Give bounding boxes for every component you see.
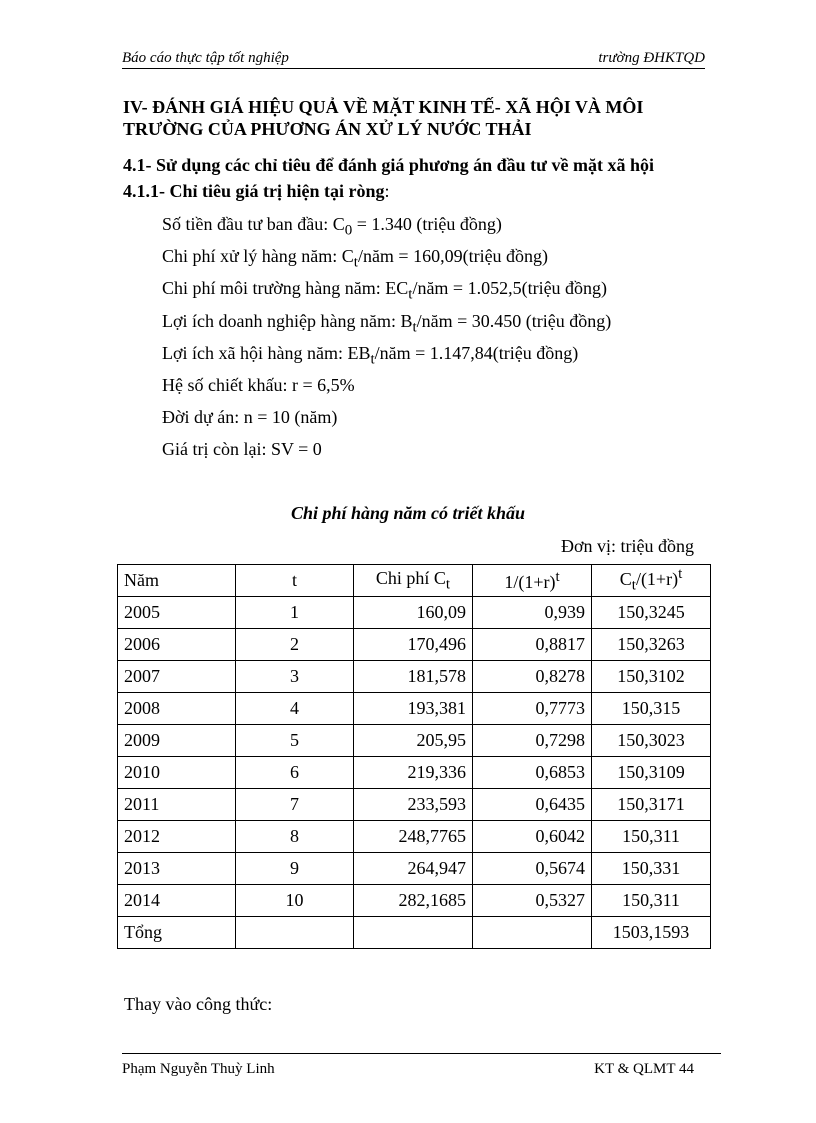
- table-caption: Chi phí hàng năm có triết khấu: [290, 503, 526, 523]
- subsubsection-label: 4.1.1- Chỉ tiêu giá trị hiện tại ròng: [123, 181, 385, 201]
- cell-cost: 170,496: [354, 629, 473, 661]
- cell-cost: 248,7765: [354, 821, 473, 853]
- cell-discount-factor: 0,939: [473, 597, 592, 629]
- cell-t: 10: [236, 885, 354, 917]
- total-label: Tổng: [118, 917, 236, 949]
- cell-t: 6: [236, 757, 354, 789]
- cell-discounted-cost: 150,315: [592, 693, 711, 725]
- param-social-benefit: Lợi ích xã hội hàng năm: $EB_t$/năm = 1.147,84(triệu đồng): [162, 343, 579, 368]
- cell-t: 8: [236, 821, 354, 853]
- param-initial-investment: Số tiền đầu tư ban đầu: $C_0 = 1.340$ (triệu đồng): [162, 214, 502, 239]
- subsubsection-heading: [123, 181, 390, 202]
- cell-discounted-cost: 150,331: [592, 853, 711, 885]
- cell-discount-factor: 0,5674: [473, 853, 592, 885]
- cell-t: 9: [236, 853, 354, 885]
- param-salvage-value: Giá trị còn lại: SV = 0: [162, 439, 322, 459]
- cell-discounted-cost: 150,3109: [592, 757, 711, 789]
- param-project-life: Đời dự án: n = 10 (năm): [162, 407, 338, 427]
- cell-year: 2009: [118, 725, 236, 757]
- table-row: [118, 789, 711, 821]
- col-header-discounted-cost: $C_t/(1+r)^t$: [592, 565, 711, 597]
- footer-class: KT & QLMT 44: [594, 1061, 694, 1077]
- table-row: [118, 597, 711, 629]
- table-row: [118, 757, 711, 789]
- col-header-year: Năm: [118, 565, 236, 597]
- cell-discount-factor: 0,7298: [473, 725, 592, 757]
- total-value: 1503,1593: [592, 917, 711, 949]
- cell-discount-factor: 0,5327: [473, 885, 592, 917]
- table-row: [118, 725, 711, 757]
- subsection-heading: 4.1- Sử dụng các chỉ tiêu để đánh giá phương án đầu tư về mặt xã hội: [123, 155, 654, 175]
- total-empty-cell: [354, 917, 473, 949]
- cell-t: 4: [236, 693, 354, 725]
- discounted-cost-table: [117, 564, 711, 949]
- formula-lead-text: Thay vào công thức:: [124, 994, 273, 1014]
- cell-year: 2013: [118, 853, 236, 885]
- cell-cost: 193,381: [354, 693, 473, 725]
- cell-discounted-cost: 150,3023: [592, 725, 711, 757]
- cell-discount-factor: 0,8817: [473, 629, 592, 661]
- param-enterprise-benefit: Lợi ích doanh nghiệp hàng năm: $B_t$/năm = 30.450 (triệu đồng): [162, 311, 612, 336]
- table-row: [118, 693, 711, 725]
- cell-discounted-cost: 150,311: [592, 821, 711, 853]
- cell-cost: 219,336: [354, 757, 473, 789]
- cell-discount-factor: 0,6853: [473, 757, 592, 789]
- section-heading: IV- ĐÁNH GIÁ HIỆU QUẢ VỀ MẶT KINH TẾ- XÃ HỘI VÀ MÔI TRƯỜNG CỦA PHƯƠNG ÁN XỬ LÝ NƯỚC THẢI: [123, 97, 644, 139]
- cell-year: 2007: [118, 661, 236, 693]
- table-unit: Đơn vị: triệu đồng: [560, 536, 694, 556]
- cell-year: 2010: [118, 757, 236, 789]
- table-row: [118, 885, 711, 917]
- cell-discounted-cost: 150,311: [592, 885, 711, 917]
- cell-t: 1: [236, 597, 354, 629]
- cell-discounted-cost: 150,3263: [592, 629, 711, 661]
- table-row: [118, 629, 711, 661]
- cell-year: 2012: [118, 821, 236, 853]
- cell-cost: 264,947: [354, 853, 473, 885]
- cell-year: 2005: [118, 597, 236, 629]
- col-header-t: t: [236, 565, 354, 597]
- cell-cost: 160,09: [354, 597, 473, 629]
- cell-t: 7: [236, 789, 354, 821]
- cell-discount-factor: 0,6042: [473, 821, 592, 853]
- cell-year: 2011: [118, 789, 236, 821]
- subsubsection-colon: :: [384, 181, 390, 201]
- cell-cost: 282,1685: [354, 885, 473, 917]
- cell-discount-factor: 0,6435: [473, 789, 592, 821]
- param-environment-cost: Chi phí môi trường hàng năm: $EC_t$/năm = 1.052,5(triệu đồng): [162, 278, 608, 303]
- cell-t: 2: [236, 629, 354, 661]
- header-university: trường ĐHKTQD: [598, 50, 705, 66]
- table-total-row: [118, 917, 711, 949]
- col-header-discount-factor: $1/(1+r)^t$: [473, 565, 592, 597]
- cell-t: 3: [236, 661, 354, 693]
- param-treatment-cost: Chi phí xử lý hàng năm: $C_t$/năm = 160,09(triệu đồng): [162, 246, 549, 271]
- cell-cost: 181,578: [354, 661, 473, 693]
- cell-cost: 233,593: [354, 789, 473, 821]
- cell-year: 2014: [118, 885, 236, 917]
- cell-discounted-cost: 150,3102: [592, 661, 711, 693]
- page-footer: [122, 1053, 721, 1080]
- cell-discount-factor: 0,8278: [473, 661, 592, 693]
- cell-cost: 205,95: [354, 725, 473, 757]
- cell-discounted-cost: 150,3171: [592, 789, 711, 821]
- total-empty-cell: [236, 917, 354, 949]
- table-header-row: [118, 565, 711, 597]
- header-report-title: Báo cáo thực tập tốt nghiệp: [122, 50, 289, 66]
- cell-t: 5: [236, 725, 354, 757]
- cell-year: 2006: [118, 629, 236, 661]
- cell-year: 2008: [118, 693, 236, 725]
- col-header-cost: Chi phí $C_t$: [354, 565, 473, 597]
- cell-discount-factor: 0,7773: [473, 693, 592, 725]
- cell-discounted-cost: 150,3245: [592, 597, 711, 629]
- table-row: [118, 821, 711, 853]
- param-discount-rate: Hệ số chiết khấu: r = 6,5%: [162, 375, 355, 395]
- total-empty-cell: [473, 917, 592, 949]
- page-header: [122, 50, 705, 69]
- footer-author: Phạm Nguyễn Thuỳ Linh: [122, 1061, 275, 1077]
- table-row: [118, 853, 711, 885]
- table-row: [118, 661, 711, 693]
